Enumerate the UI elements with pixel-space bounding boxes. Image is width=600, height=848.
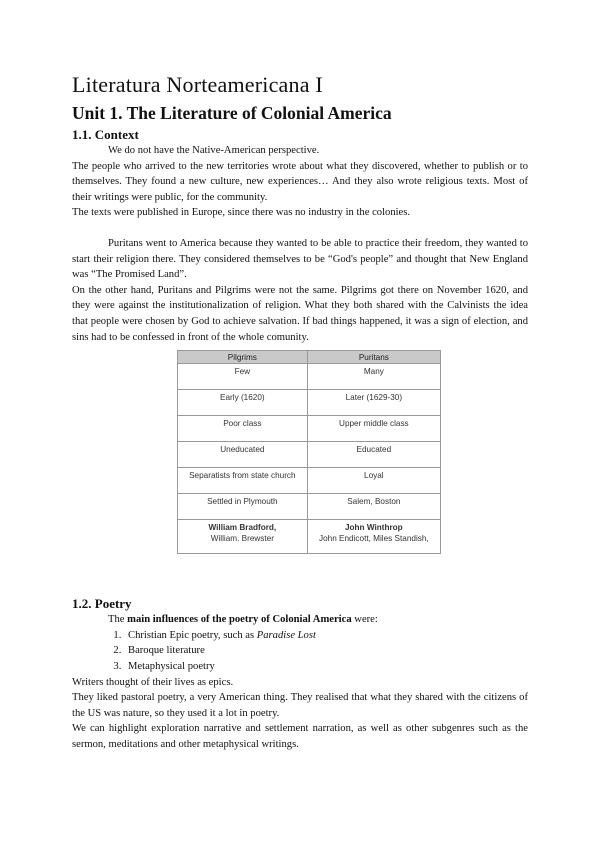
table-cell: Loyal: [307, 468, 440, 494]
poetry-intro: [72, 612, 528, 628]
table-cell: Upper middle class: [307, 416, 440, 442]
document-page: [72, 72, 528, 752]
table-cell: Many: [307, 364, 440, 390]
poetry-paragraph-3: We can highlight exploration narrative and settlement narration, as well as other subgenres such as the sermon, meditations and other metaphysical writings.: [72, 723, 528, 750]
table-cell: Few: [178, 364, 308, 390]
list-item: [124, 659, 528, 675]
list-item-text: Baroque literature: [128, 645, 205, 657]
table-header-row: [178, 351, 441, 364]
poetry-intro-pre: The: [108, 614, 128, 626]
table-cell-text: John Endicott, Miles Standish,: [319, 533, 429, 543]
table-row: [178, 416, 441, 442]
poetry-paragraph-2: They liked pastoral poetry, a very American thing. They realised that what they shared with the citizens of the US was nature, so they used it a lot in poetry.: [72, 692, 528, 719]
context-paragraph-5: On the other hand, Puritans and Pilgrims were not the same. Pilgrims got there on November 1620, and they were against the institutionalization of religion. What they both shared with the Calvinists the idea that people were chosen by God to achieve salvation. If bad things happened, it was a sign of election, and sins had to be confessed in front of the whole comunity.: [72, 284, 528, 343]
poetry-intro-post: were:: [351, 614, 378, 626]
table-row: [178, 390, 441, 416]
context-paragraph-4: Puritans went to America because they wanted to be able to practice their freedom, they wanted to start their religion there. They considered themselves to be “God's people” and thought that New England was “The Promised Land”.: [72, 237, 528, 281]
table-cell: Later (1629-30): [307, 390, 440, 416]
context-heading: 1.1. Context: [72, 127, 139, 142]
table-cell: Separatists from state church: [178, 468, 308, 494]
table-cell: Educated: [307, 442, 440, 468]
pilgrims-puritans-table: [177, 350, 441, 554]
table-row: [178, 494, 441, 520]
influences-list: [72, 628, 528, 675]
table-cell-text: William. Brewster: [210, 533, 274, 543]
table-row: [178, 364, 441, 390]
table-row: [178, 468, 441, 494]
table-row: [178, 520, 441, 554]
table-cell: Poor class: [178, 416, 308, 442]
table-cell: Uneducated: [178, 442, 308, 468]
table-cell: Salem, Boston: [307, 494, 440, 520]
context-paragraph-1: We do not have the Native-American perspective.: [108, 145, 320, 156]
table-cell-bold: John Winthrop: [345, 523, 403, 533]
poetry-intro-bold: main influences of the poetry of Colonial America: [127, 614, 352, 626]
context-paragraph-2: The people who arrived to the new territories wrote about what they discovered, whether to publish or to themselves. They found a new culture, new experiences… And they also wrote religious texts. Most of their writings were public, for the community.: [72, 160, 528, 203]
table-cell: Early (1620): [178, 390, 308, 416]
paragraph-gap: [72, 221, 528, 236]
table-header-pilgrims: Pilgrims: [178, 351, 308, 364]
list-item-text: Metaphysical poetry: [128, 660, 215, 672]
table-cell-bold: William Bradford,: [208, 523, 277, 533]
table-cell: [178, 520, 308, 554]
document-title: Literatura Norteamericana I: [72, 72, 323, 97]
unit-title: Unit 1. The Literature of Colonial America: [72, 103, 392, 123]
list-item: [124, 643, 528, 659]
table-cell: Settled in Plymouth: [178, 494, 308, 520]
list-item-text: Christian Epic poetry, such as: [128, 629, 257, 641]
table-row: [178, 442, 441, 468]
table-header-puritans: Puritans: [307, 351, 440, 364]
list-item-italic: Paradise Lost: [256, 629, 316, 641]
poetry-paragraph-1: Writers thought of their lives as epics.: [72, 676, 234, 688]
context-paragraph-3: The texts were published in Europe, since there was no industry in the colonies.: [72, 207, 411, 219]
table-cell: [307, 520, 440, 554]
list-item: [124, 628, 528, 644]
poetry-heading: 1.2. Poetry: [72, 596, 132, 612]
